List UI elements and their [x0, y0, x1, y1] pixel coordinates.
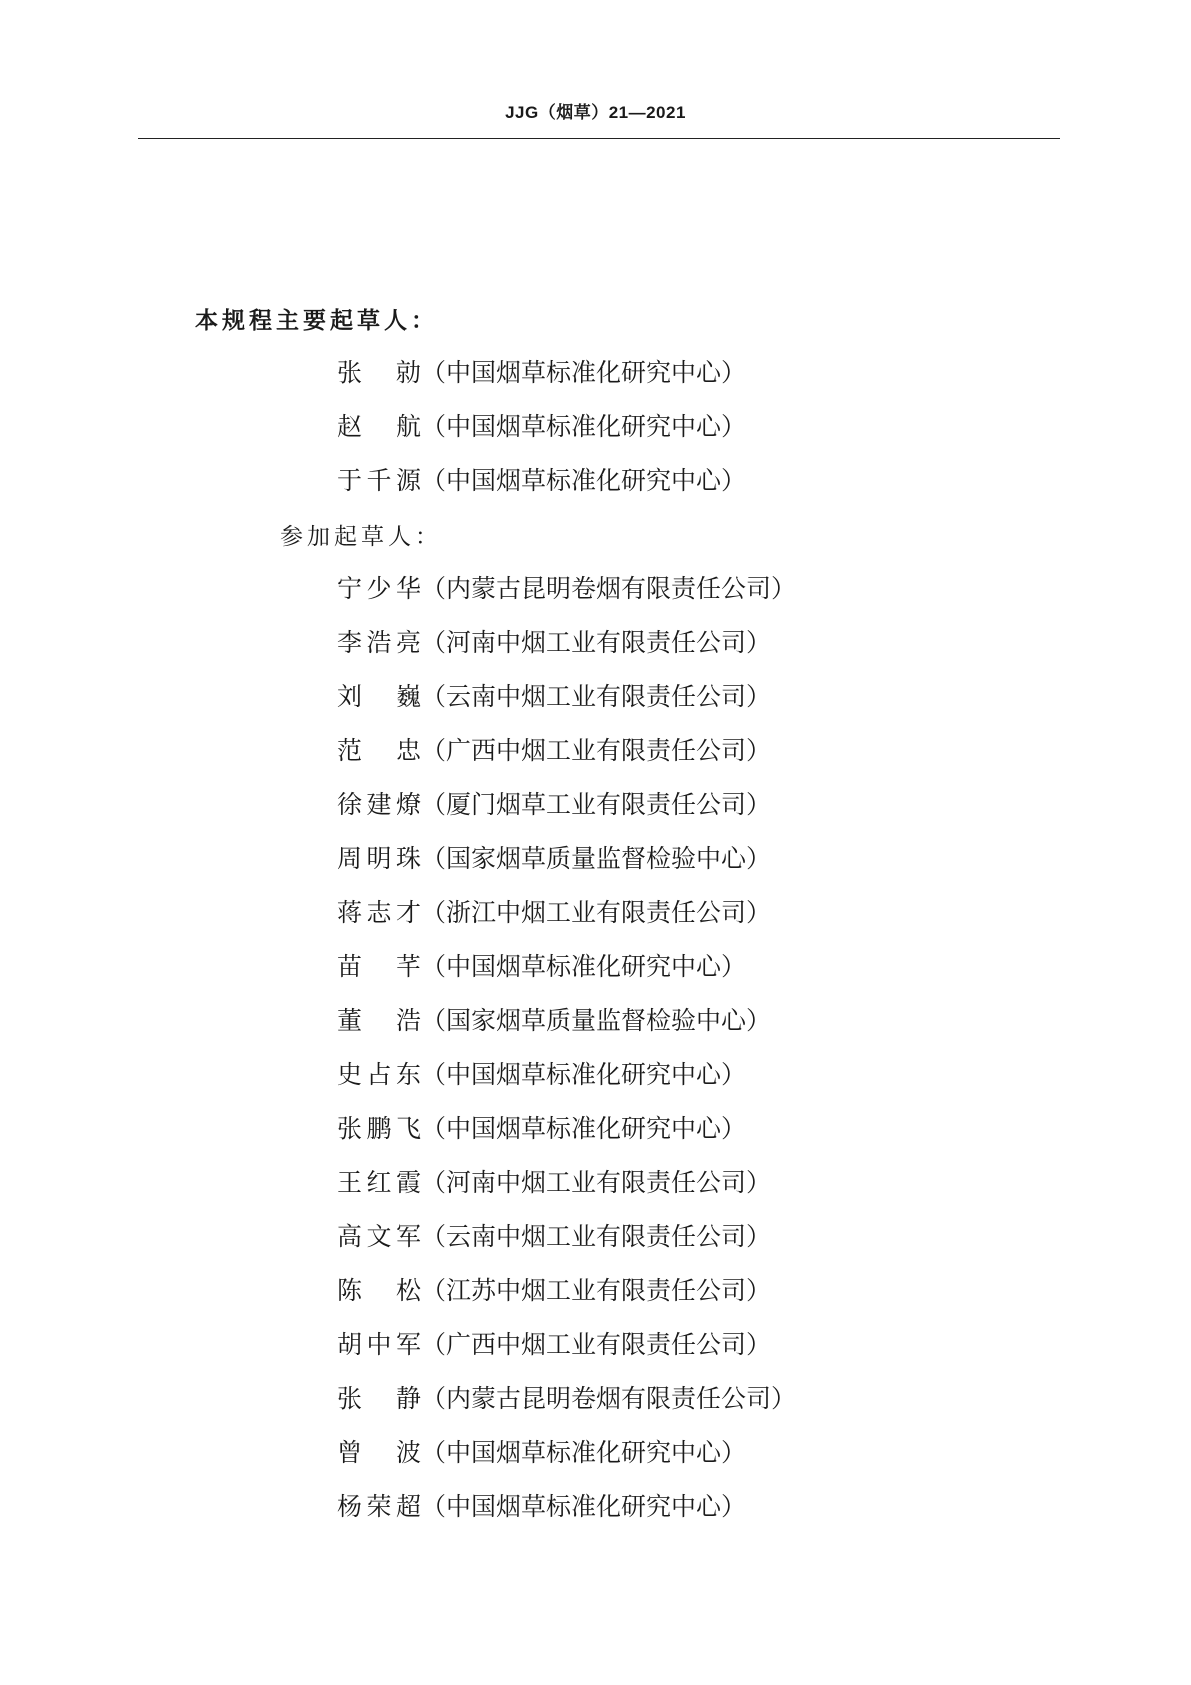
drafter-name: 高文军	[337, 1222, 421, 1251]
drafter-entry	[337, 358, 746, 412]
drafter-entry	[337, 1168, 796, 1222]
drafter-entry	[337, 1114, 796, 1168]
header-divider	[138, 138, 1060, 139]
drafter-org: （中国烟草标准化研究中心）	[421, 1492, 747, 1521]
drafter-name: 杨荣超	[337, 1492, 421, 1521]
drafter-org: （国家烟草质量监督检验中心）	[421, 1006, 772, 1035]
drafter-entry	[337, 1060, 796, 1114]
drafter-name: 范 忠	[337, 736, 421, 765]
drafter-name: 张鹏飞	[337, 1114, 421, 1143]
drafter-org: （中国烟草标准化研究中心）	[421, 466, 747, 495]
drafter-name: 曾 波	[337, 1438, 421, 1467]
drafter-name: 蒋志才	[337, 898, 421, 927]
drafter-entry	[337, 898, 796, 952]
drafter-entry	[337, 412, 746, 466]
drafter-entry	[337, 1222, 796, 1276]
drafter-entry	[337, 844, 796, 898]
drafter-org: （广西中烟工业有限责任公司）	[421, 1330, 772, 1359]
drafter-org: （厦门烟草工业有限责任公司）	[421, 790, 772, 819]
drafter-org: （中国烟草标准化研究中心）	[421, 358, 747, 387]
drafter-name: 李浩亮	[337, 628, 421, 657]
drafter-entry	[337, 574, 796, 628]
drafter-entry	[337, 1384, 796, 1438]
drafter-name: 张 勍	[337, 358, 421, 387]
drafter-name: 徐建燎	[337, 790, 421, 819]
drafter-name: 苗 芊	[337, 952, 421, 981]
participating-drafters-heading: 参加起草人：	[280, 524, 442, 550]
drafter-entry	[337, 952, 796, 1006]
drafter-org: （云南中烟工业有限责任公司）	[421, 1222, 772, 1251]
drafter-name: 赵 航	[337, 412, 421, 441]
drafter-org: （河南中烟工业有限责任公司）	[421, 628, 772, 657]
main-drafters-heading: 本规程主要起草人：	[195, 308, 438, 334]
drafter-entry	[337, 1276, 796, 1330]
drafter-org: （河南中烟工业有限责任公司）	[421, 1168, 772, 1197]
page-header-code: JJG（烟草）21—2021	[505, 103, 686, 122]
drafter-org: （浙江中烟工业有限责任公司）	[421, 898, 772, 927]
drafter-name: 宁少华	[337, 574, 421, 603]
drafter-entry	[337, 1006, 796, 1060]
drafter-org: （中国烟草标准化研究中心）	[421, 1438, 747, 1467]
drafter-org: （中国烟草标准化研究中心）	[421, 1060, 747, 1089]
drafter-entry	[337, 790, 796, 844]
drafter-name: 史占东	[337, 1060, 421, 1089]
drafter-name: 王红霞	[337, 1168, 421, 1197]
drafter-org: （广西中烟工业有限责任公司）	[421, 736, 772, 765]
participating-drafters-list	[337, 574, 796, 1546]
drafter-name: 周明珠	[337, 844, 421, 873]
drafter-org: （中国烟草标准化研究中心）	[421, 1114, 747, 1143]
drafter-name: 董 浩	[337, 1006, 421, 1035]
drafter-name: 于千源	[337, 466, 421, 495]
drafter-org: （中国烟草标准化研究中心）	[421, 952, 747, 981]
drafter-org: （云南中烟工业有限责任公司）	[421, 682, 772, 711]
drafter-entry	[337, 1492, 796, 1546]
drafter-entry	[337, 1330, 796, 1384]
drafter-name: 陈 松	[337, 1276, 421, 1305]
drafter-entry	[337, 466, 746, 520]
drafter-entry	[337, 1438, 796, 1492]
drafter-org: （内蒙古昆明卷烟有限责任公司）	[421, 574, 797, 603]
drafter-entry	[337, 628, 796, 682]
drafter-name: 刘 巍	[337, 682, 421, 711]
drafter-org: （内蒙古昆明卷烟有限责任公司）	[421, 1384, 797, 1413]
drafter-org: （国家烟草质量监督检验中心）	[421, 844, 772, 873]
main-drafters-list	[337, 358, 746, 520]
drafter-entry	[337, 736, 796, 790]
drafter-name: 胡中军	[337, 1330, 421, 1359]
drafter-name: 张 静	[337, 1384, 421, 1413]
drafter-org: （江苏中烟工业有限责任公司）	[421, 1276, 772, 1305]
drafter-entry	[337, 682, 796, 736]
drafter-org: （中国烟草标准化研究中心）	[421, 412, 747, 441]
